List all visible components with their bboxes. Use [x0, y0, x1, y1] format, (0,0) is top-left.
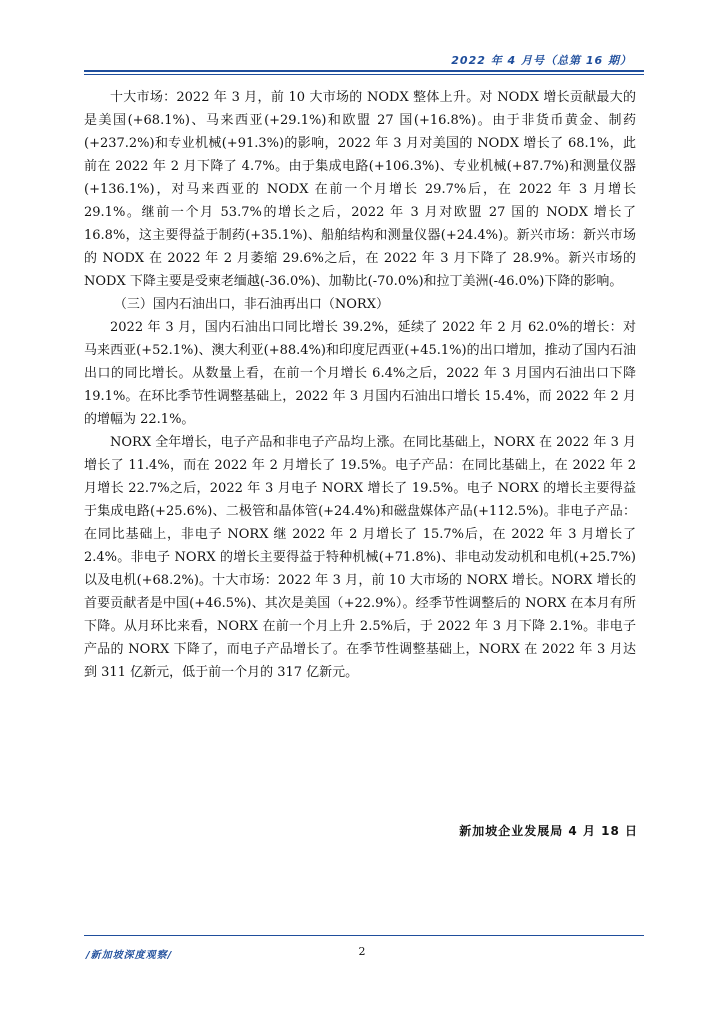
signature-line: 新加坡企业发展局 4 月 18 日 [459, 824, 638, 838]
article-body [84, 86, 636, 684]
footer-rule [84, 935, 644, 936]
paragraph-top-markets-nodx: 十大市场：2022 年 3 月，前 10 大市场的 NODX 整体上升。对 NODX 增长贡献最大的是美国(+68.1%)、马来西亚(+29.1%)和欧盟 27 国(+16.8%)。由于非货币黄金、制药(+237.2%)和专业机械(+91.3%)的影响，2022 年 3 月对美国的 NODX 增长了 68.1%，此前在 2022 年 2 月下降了 4.7%。由于集成电路(+106.3%)、专业机械(+87.7%)和测量仪器(+136.1%)，对马来西亚的 NODX 在前一个月增长 29.7%后，在 2022 年 3 月增长 29.1%。继前一个月 53.7%的增长之后，2022 年 3 月对欧盟 27 国的 NODX 增长了 16.8%，这主要得益于制药(+35.1%)、船舶结构和测量仪器(+24.4%)。新兴市场：新兴市场的 NODX 在 2022 年 2 月萎缩 29.6%之后，在 2022 年 3 月下降了 28.9%。新兴市场的 NODX 下降主要是受柬老缅越(-36.0%)、加勒比(-70.0%)和拉丁美洲(-46.0%)下降的影响。 [84, 90, 636, 289]
paragraph-norx: NORX 全年增长，电子产品和非电子产品均上涨。在同比基础上，NORX 在 2022 年 3 月增长了 11.4%，而在 2022 年 2 月增长了 19.5%。电子产品：在同比基础上，在 2022 年 2 月增长 22.7%之后，2022 年 3 月电子 NORX 增长了 19.5%。电子 NORX 的增长主要得益于集成电路(+25.6%)、二极管和晶体管(+24.4%)和磁盘媒体产品(+112.5%)。非电子产品：在同比基础上，非电子 NORX 继 2022 年 2 月增长了 15.7%后，在 2022 年 3 月增长了 2.4%。非电子 NORX 的增长主要得益于特种机械(+71.8%)、非电动发动机和电机(+25.7%)以及电机(+68.2%)。十大市场：2022 年 3 月，前 10 大市场的 NORX 增长。NORX 增长的首要贡献者是中国(+46.5%)、其次是美国（+22.9%）。经季节性调整后的 NORX 在本月有所下降。从月环比来看，NORX 在前一个月上升 2.5%后，于 2022 年 3 月下降 2.1%。非电子产品的 NORX 下降了，而电子产品增长了。在季节性调整基础上，NORX 在 2022 年 3 月达到 311 亿新元，低于前一个月的 317 亿新元。 [84, 435, 636, 680]
section-heading-norx: （三）国内石油出口，非石油再出口（NORX） [113, 297, 389, 312]
page-number: 2 [358, 945, 366, 958]
publication-name: /新加坡深度观察/ [86, 950, 173, 961]
header-rule [84, 70, 644, 72]
issue-header: 2022 年 4 月号（总第 16 期） [451, 54, 632, 67]
paragraph-oil-exports: 2022 年 3 月，国内石油出口同比增长 39.2%，延续了 2022 年 2 月 62.0%的增长：对马来西亚(+52.1%)、澳大利亚(+88.4%)和印度尼西亚(+45.1%)的出口增加，推动了国内石油出口的同比增长。从数量上看，在前一个月增长 6.4%之后，2022 年 3 月国内石油出口下降 19.1%。在环比季节性调整基础上，2022 年 3 月国内石油出口增长 15.4%，而 2022 年 2 月的增幅为 22.1%。 [84, 320, 636, 427]
header-rule-thin [84, 74, 644, 75]
